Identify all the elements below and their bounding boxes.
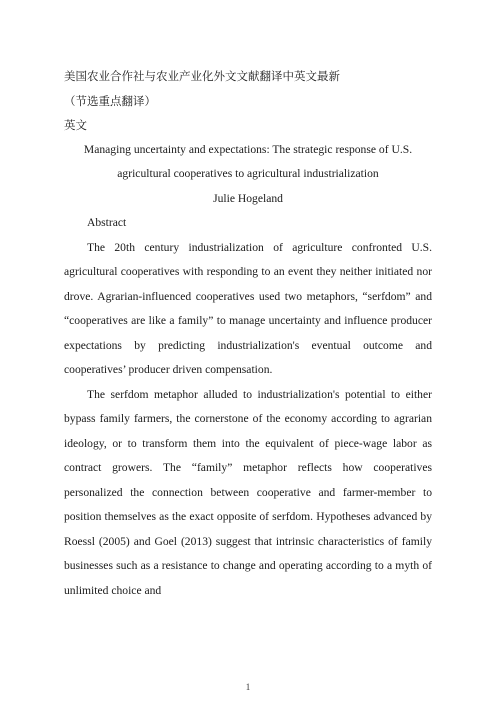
abstract-heading: Abstract bbox=[87, 216, 127, 229]
article-title: Managing uncertainty and expectations: The strategic response of U.S. agricultural cooperatives to agricultural industrialization bbox=[83, 142, 413, 180]
chinese-heading: 美国农业合作社与农业产业化外文文献翻译中英文最新 bbox=[64, 69, 340, 83]
abstract-paragraph-1: The 20th century industrialization of agriculture confronted U.S. agricultural cooperatives with responding to an event they neither initiated nor drove. Agrarian-influenced cooperatives used two metaphors, “serfdom” and “cooperatives are like a family” to manage uncertainty and influence producer expectations by predicting industrialization's eventual outcome and cooperatives’ producer driven compensation. bbox=[64, 240, 432, 376]
document-body bbox=[64, 64, 432, 603]
language-label: 英文 bbox=[64, 118, 87, 132]
abstract-paragraph-2: The serfdom metaphor alluded to industrialization's potential to either bypass family farmers, the cornerstone of the economy according to agrarian ideology, or to transform them into the equivalent of piece-wage labor as contract growers. The “family” metaphor reflects how cooperatives personalized the connection between cooperative and farmer-member to position themselves as the exact opposite of serfdom. Hypotheses advanced by Roessl (2005) and Goel (2013) suggest that intrinsic characteristics of family businesses such as a resistance to change and operating according to a myth of unlimited choice and bbox=[64, 387, 432, 597]
chinese-subheading: （节选重点翻译） bbox=[64, 93, 156, 108]
page-number: 1 bbox=[245, 682, 251, 692]
article-author: Julie Hogeland bbox=[213, 191, 283, 205]
